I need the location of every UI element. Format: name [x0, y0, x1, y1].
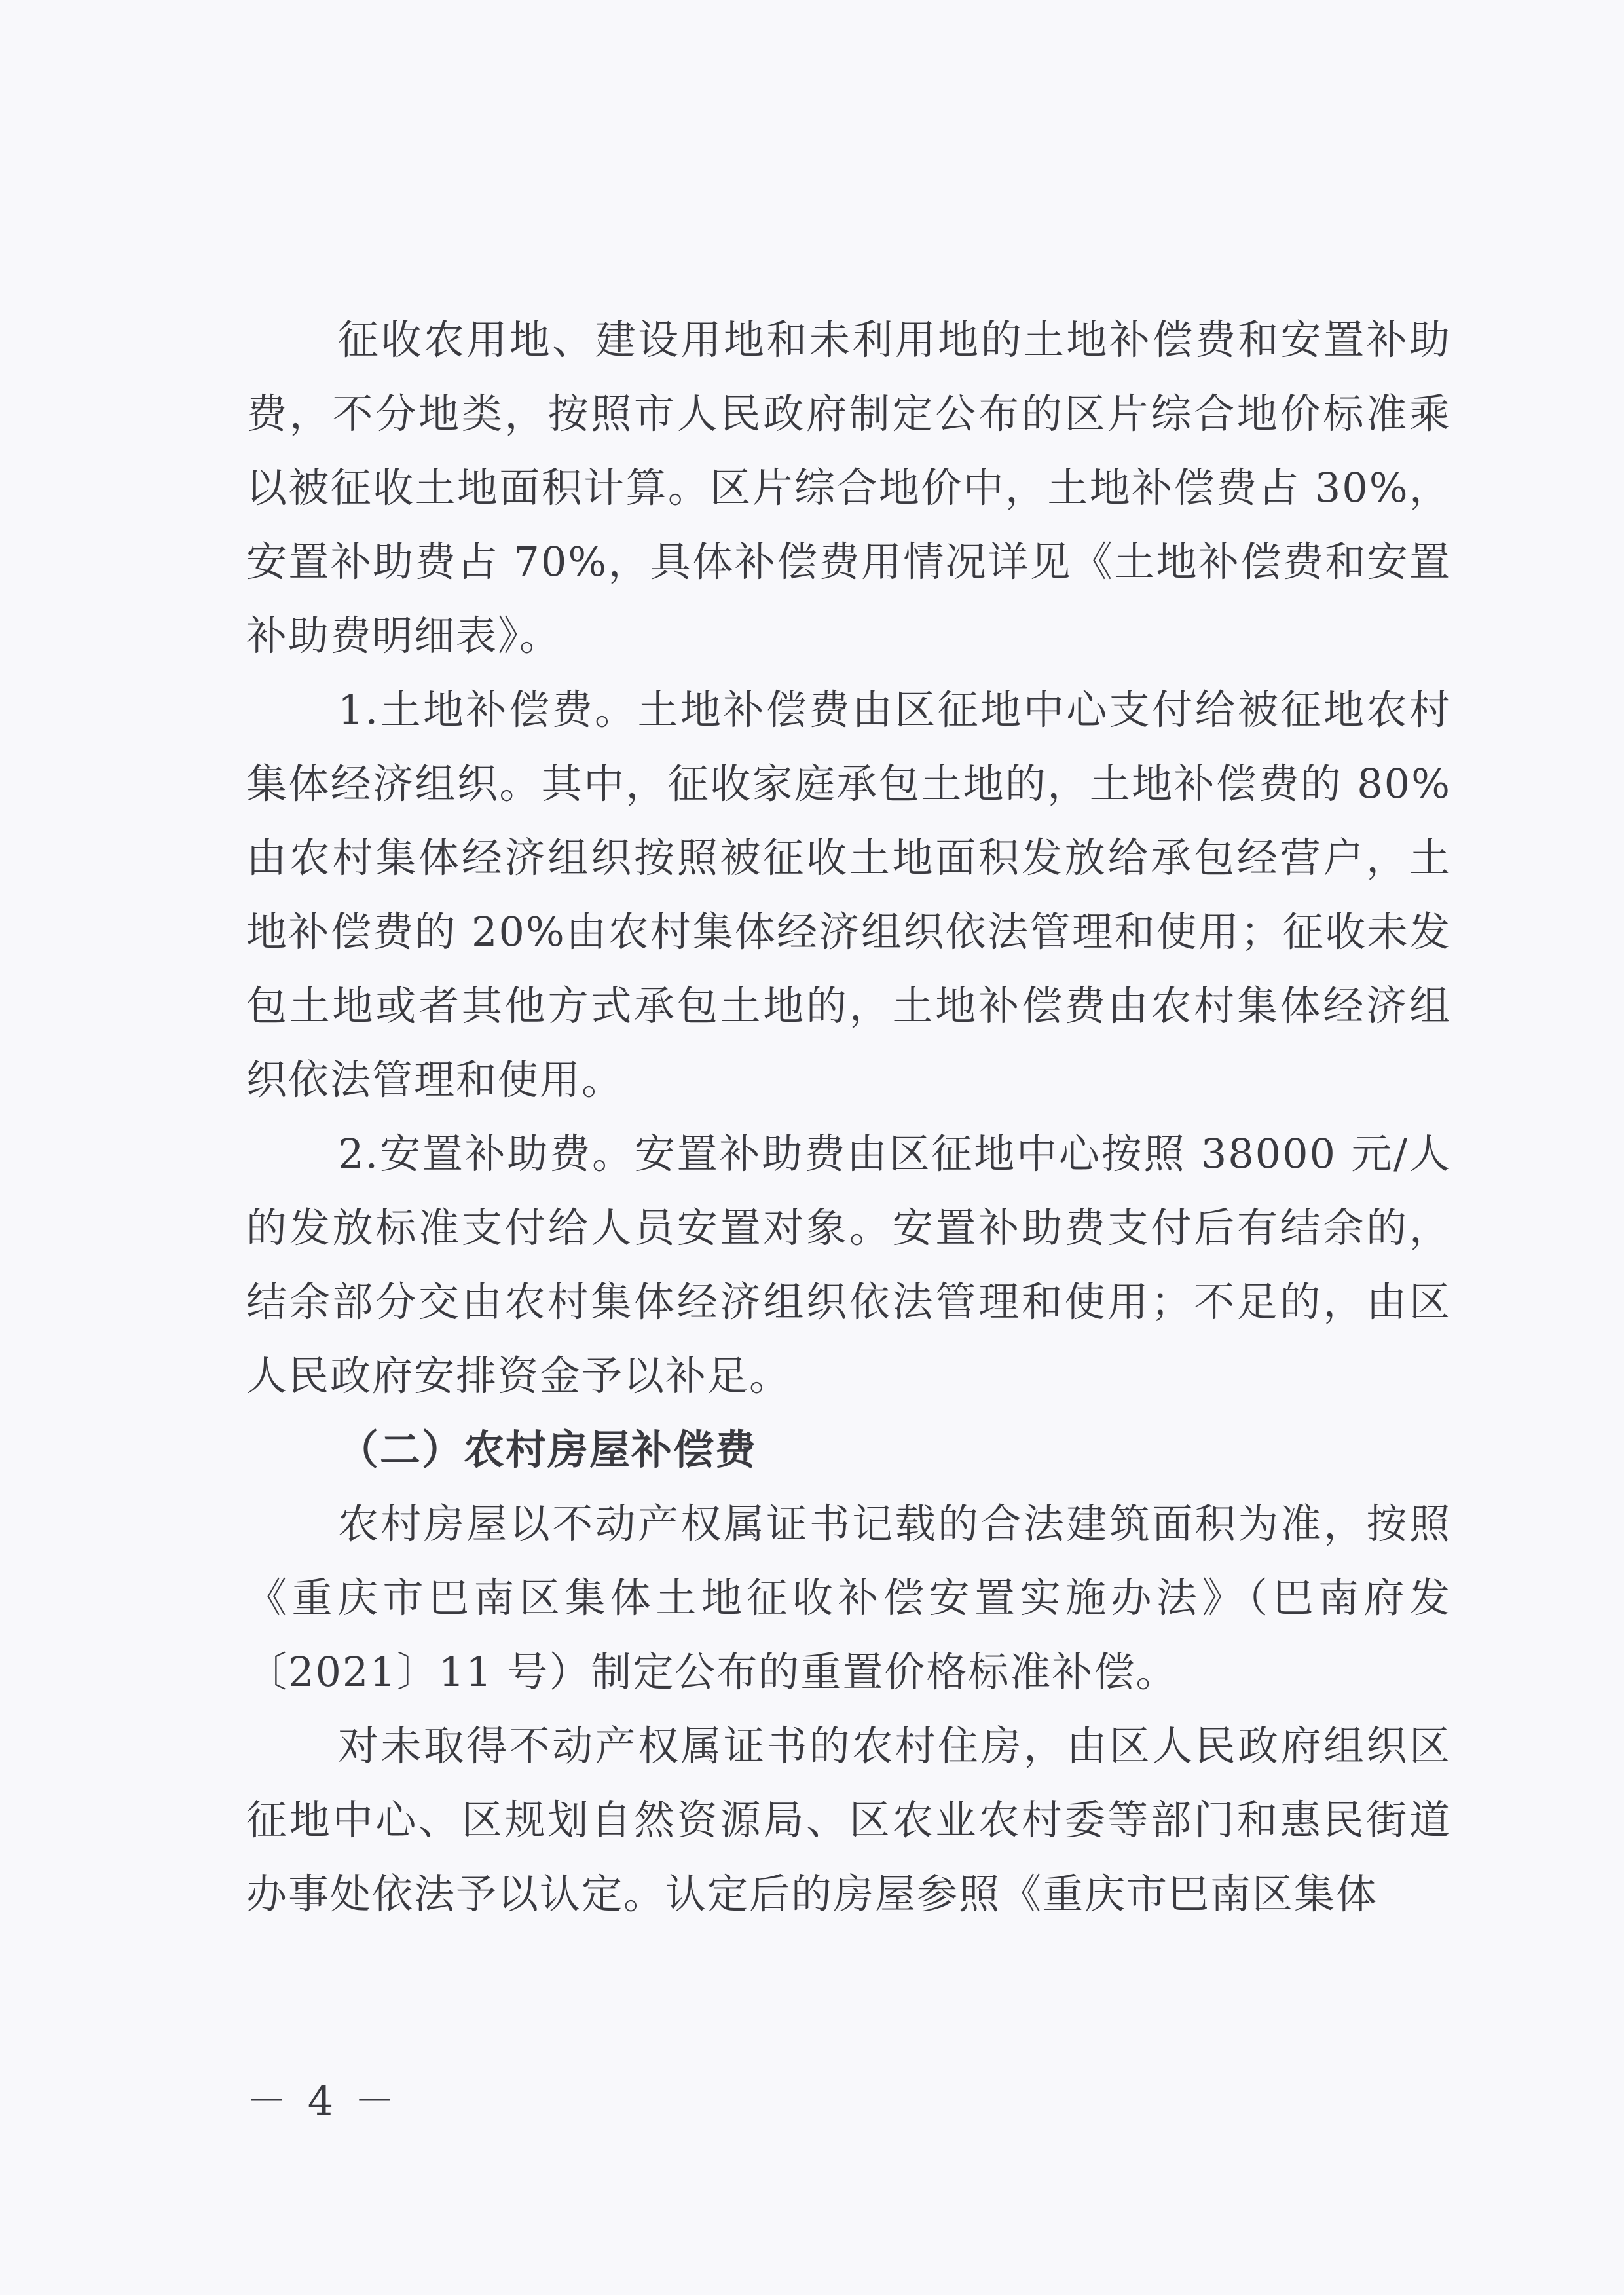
body-text	[246, 303, 1451, 1931]
page-number: － 4 －	[246, 2077, 399, 2125]
paragraph-uncertified-housing: 对未取得不动产权属证书的农村住房，由区人民政府组织区征地中心、区规划自然资源局、区农业农村委等部门和惠民街道办事处依法予以认定。认定后的房屋参照《重庆市巴南区集体	[246, 1722, 1451, 1918]
paragraph-compensation-overview: 征收农用地、建设用地和未利用地的土地补偿费和安置补助费，不分地类，按照市人民政府制定公布的区片综合地价标准乘以被征收土地面积计算。区片综合地价中，土地补偿费占 30%，安置补助费占 70%，具体补偿费用情况详见《土地补偿费和安置补助费明细表》。	[246, 316, 1451, 660]
section-heading-rural-housing: （二）农村房屋补偿费	[338, 1426, 758, 1474]
paragraph-housing-standard: 农村房屋以不动产权属证书记载的合法建筑面积为准，按照《重庆市巴南区集体土地征收补偿安置实施办法》（巴南府发〔2021〕11 号）制定公布的重置价格标准补偿。	[246, 1500, 1451, 1696]
paragraph-land-compensation: 1.土地补偿费。土地补偿费由区征地中心支付给被征地农村集体经济组织。其中，征收家庭承包土地的，土地补偿费的 80%由农村集体经济组织按照被征收土地面积发放给承包经营户，土地补偿费的 20%由农村集体经济组织依法管理和使用；征收未发包土地或者其他方式承包土地的，土地补偿费由农村集体经济组织依法管理和使用。	[246, 686, 1451, 1104]
paragraph-resettlement-subsidy: 2.安置补助费。安置补助费由区征地中心按照 38000 元/人的发放标准支付给人员安置对象。安置补助费支付后有结余的，结余部分交由农村集体经济组织依法管理和使用；不足的，由区人民政府安排资金予以补足。	[246, 1130, 1451, 1400]
